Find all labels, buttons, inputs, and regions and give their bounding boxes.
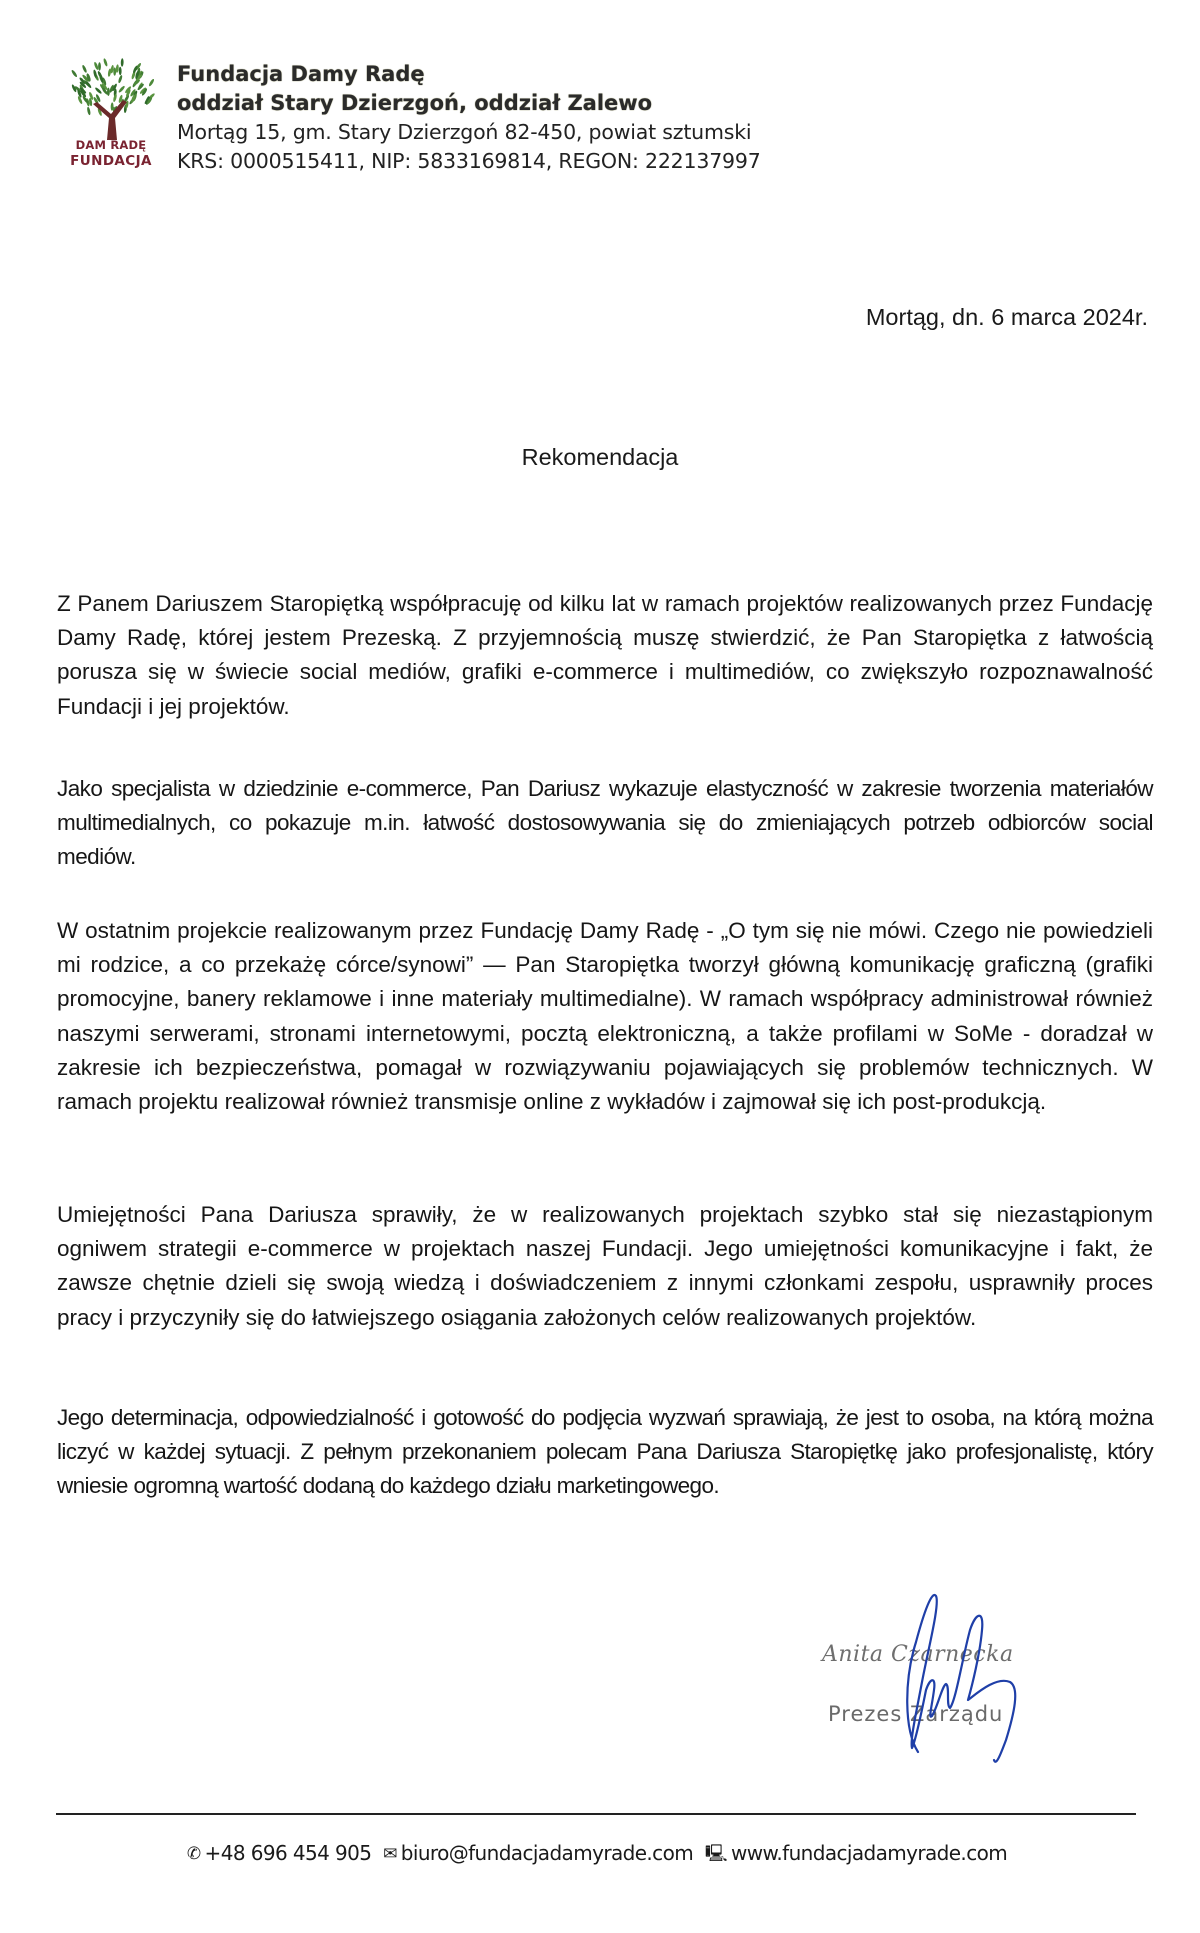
organization-address: Mortąg 15, gm. Stary Dzierzgoń 82-450, powiat sztumski [177,120,752,144]
organization-registry: KRS: 0000515411, NIP: 5833169814, REGON: 222137997 [177,149,761,173]
leaf-mark [71,69,78,77]
leaf-mark [113,93,118,102]
leaf-mark [118,75,123,84]
logo-text-dam-rade: DAM RADĘ [75,138,147,152]
leaf-mark [98,62,101,70]
organization-branches: oddział Stary Dzierzgoń, oddział Zalewo [177,91,653,115]
envelope-icon: ✉ [383,1844,397,1864]
leaf-mark [148,78,155,87]
footer-email[interactable]: biuro@fundacjadamyrade.com [400,1841,694,1865]
handwritten-signature-icon [800,1590,1090,1770]
paragraph-5: Jego determinacja, odpowiedzialność i gotowość do podjęcia wyzwań sprawiają, że jest to osoba, na którą można liczyć w każdej sytuacji. Z pełnym przekonaniem polecam Pana Dariusza Staropiętkę jako profesjonalistę, który wniesie ogromną wartość dodaną do każdego działu marketingowego. [57,1405,1153,1499]
leaf-mark [94,87,102,95]
leaf-mark [107,88,110,96]
tree-logo-icon [63,56,159,140]
phone-icon: ✆ [186,1844,201,1864]
footer-phone[interactable]: +48 696 454 905 [204,1841,372,1865]
footer-website[interactable]: www.fundacjadamyrade.com [730,1841,1008,1865]
paragraph-4: Umiejętności Pana Dariusza sprawiły, że w realizowanych projektach szybko stał się niezastąpionym ogniwem strategii e-commerce w projektach naszej Fundacji. Jego umiejętności komunikacyjne i fakt, że zawsze chętnie dzieli się swoją wiedzą i doświadczeniem z innymi członkami zespołu, usprawniły proces pracy i przyczyniły się do łatwiejszego osiągania założonych celów realizowanych projektów. [57,1202,1153,1330]
leaf-mark [119,67,122,75]
signatory-name: Anita Czarnecka [822,1642,1014,1667]
logo-text-fundacja: FUNDACJA [70,153,152,169]
letterhead [57,56,817,176]
letter-date: Mortąg, dn. 6 marca 2024r. [865,304,1148,330]
foundation-logo [57,56,165,174]
paragraph-1: Z Panem Dariuszem Staropiętką współpracuję od kilku lat w ramach projektów realizowanych przez Fundację Damy Radę, której jestem Prezeską. Z przyjemnością muszę stwierdzić, że Pan Staropiętka z łatwością porusza się w świecie social mediów, grafiki e-commerce i multimediów, co zwiększyło rozpoznawalność Fundacji i jej projektów. [57,591,1153,719]
signature-block [800,1590,1090,1770]
paragraph-2: Jako specjalista w dziedzinie e-commerce, Pan Dariusz wykazuje elastyczność w zakresie tworzenia materiałów multimedialnych, co pokazuje m.in. łatwość dostosowywania się do zmieniających potrzeb odbiorców social mediów. [57,776,1153,870]
footer-divider [56,1813,1136,1815]
signatory-role: Prezes Zarządu [828,1702,1004,1726]
organization-details [177,60,761,176]
paragraph-3: W ostatnim projekcie realizowanym przez Fundację Damy Radę - „O tym się nie mówi. Czego nie powiedzieli mi rodzice, a co przekażę córce/synowi” — Pan Staropiętka tworzył główną komunikację graficzną (grafiki promocyjne, banery reklamowe i inne materiały multimedialne). W ramach współpracy administrował również naszymi serwerami, stronami internetowymi, pocztą elektroniczną, a także profilami w SoMe - doradzał w zakresie ich bezpieczeństwa, pomagał w rozwiązywaniu pojawiających się problemów technicznych. W ramach projektu realizował również transmisje online z wykładów i zajmował się ich post-produkcją. [57,918,1153,1115]
leaf-mark [103,58,108,67]
leaf-mark [87,107,91,116]
leaf-mark [81,65,87,74]
leaf-mark [121,58,124,66]
letter-title: Rekomendacja [521,444,679,470]
computer-icon: 🖳 [704,1844,727,1864]
footer-contact [0,1841,1200,1870]
leaf-mark [118,85,126,93]
organization-name: Fundacja Damy Radę [177,62,425,86]
